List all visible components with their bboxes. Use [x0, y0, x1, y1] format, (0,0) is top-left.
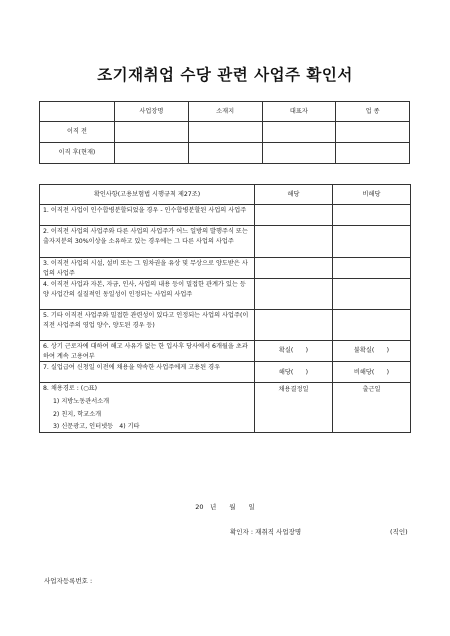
header-not-applicable: 비해당	[333, 185, 411, 205]
check-cell[interactable]	[255, 205, 333, 226]
check-cell[interactable]	[333, 205, 411, 226]
seal-label: (직인)	[390, 528, 408, 536]
item-5: 5. 기타 이직전 사업주와 밀접한 관련성이 있다고 인정되는 사업의 사업주(이직전 사업주의 영업 양수, 양도된 경우 등)	[40, 310, 255, 341]
col-workplace-name: 사업장명	[115, 102, 189, 122]
start-date-label: 출근일	[362, 386, 381, 394]
business-reg-number: 사업자등록번호 :	[44, 577, 93, 585]
confirmer-line: 확인자 : 재취직 사업장명	[230, 528, 302, 536]
route-3: 3) 신문광고, 인터넷등 4) 기타	[53, 423, 140, 431]
item-6: 6. 상기 근로자에 대하여 해고 사유가 없는 한 입사후 당사에서 6개월을 초과하여 계속 고용여부	[40, 341, 255, 362]
hire-date-cell[interactable]	[255, 383, 333, 432]
check-cell[interactable]	[333, 310, 411, 341]
check-cell[interactable]	[333, 258, 411, 279]
input-cell[interactable]	[115, 122, 189, 143]
date-line: 20 년 월 일	[195, 503, 255, 511]
input-cell[interactable]	[336, 122, 410, 143]
start-date-cell[interactable]	[333, 383, 411, 432]
workplace-table	[39, 101, 410, 164]
row-after: 이직 후(현재)	[40, 143, 115, 164]
item-3: 3. 이직전 사업의 시설, 설비 또는 그 임차권을 유상 및 무상으로 양도받은 사업의 사업주	[40, 258, 255, 279]
item-2: 2. 이직전 사업의 사업주와 다른 사업의 사업주가 어느 일방의 발행주식 또는 출자지분의 30%이상을 소유하고 있는 경우에는 그 다른 사업의 사업주	[40, 226, 255, 258]
col-representative: 대표자	[262, 102, 336, 122]
hire-route-label: 8. 채용경로 : (○표)	[43, 385, 98, 393]
uncertain-field[interactable]: 불확실( )	[333, 341, 411, 362]
header-item: 확인사항(고용보험법 시행규칙 제27조)	[40, 185, 255, 205]
input-cell[interactable]	[262, 143, 336, 164]
route-2: 2) 친지, 학교소개	[53, 410, 102, 418]
check-cell[interactable]	[255, 279, 333, 310]
input-cell[interactable]	[188, 122, 262, 143]
blank-cell	[40, 102, 115, 122]
input-cell[interactable]	[262, 122, 336, 143]
item-8	[40, 383, 255, 432]
certain-field[interactable]: 확실( )	[255, 341, 333, 362]
input-cell[interactable]	[336, 143, 410, 164]
hire-date-label: 채용결정일	[278, 386, 309, 394]
check-cell[interactable]	[333, 226, 411, 258]
row-before: 이직 전	[40, 122, 115, 143]
applicable-field[interactable]: 해당( )	[255, 362, 333, 383]
col-industry: 업 종	[336, 102, 410, 122]
header-applicable: 해당	[255, 185, 333, 205]
check-cell[interactable]	[255, 310, 333, 341]
input-cell[interactable]	[188, 143, 262, 164]
item-4: 4. 이직전 사업과 자본, 자금, 인사, 사업의 내용 등이 밀접한 관계가 있는 등 양 사업간의 실질적인 동일성이 인정되는 사업의 사업주	[40, 279, 255, 310]
item-1: 1. 이직전 사업이 인수합병분할되었을 경우 - 인수합병분할된 사업의 사업주	[40, 205, 255, 226]
item-7: 7. 실업급여 신청일 이전에 채용을 약속한 사업주에게 고용된 경우	[40, 362, 255, 383]
input-cell[interactable]	[115, 143, 189, 164]
check-cell[interactable]	[255, 226, 333, 258]
confirmation-table	[39, 184, 411, 433]
check-cell[interactable]	[255, 258, 333, 279]
col-location: 소재지	[188, 102, 262, 122]
not-applicable-field[interactable]: 비해당( )	[333, 362, 411, 383]
document-title: 조기재취업 수당 관련 사업주 확인서	[97, 66, 353, 84]
route-1: 1) 지방노동관서소개	[53, 397, 110, 405]
check-cell[interactable]	[333, 279, 411, 310]
